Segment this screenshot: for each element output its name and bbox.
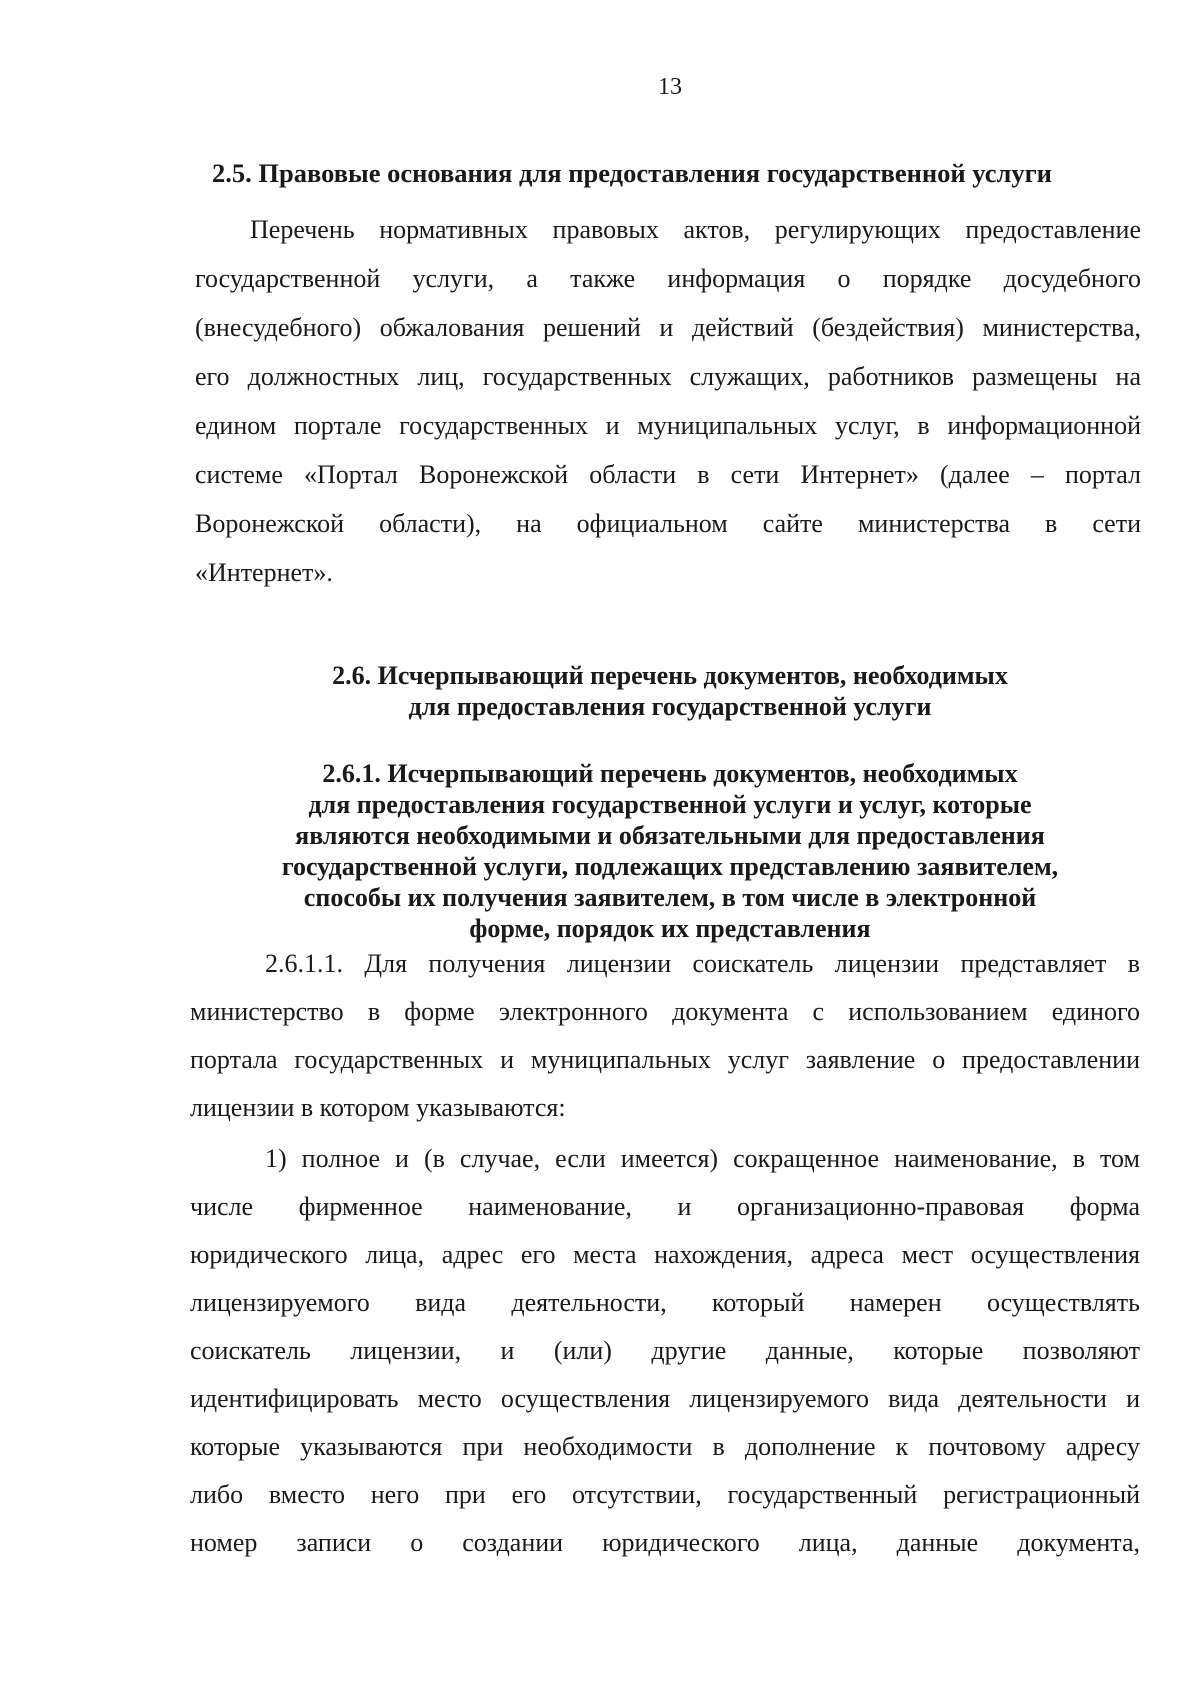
- heading-line: способы их получения заявителем, в том числе в электронной: [303, 883, 1037, 912]
- paragraph-line: министерство в форме электронного документа с использованием единого: [190, 997, 1140, 1026]
- paragraph-line: числе фирменное наименование, и организационно-правовая форма: [190, 1192, 1140, 1221]
- paragraph-line: идентифицировать место осуществления лицензируемого вида деятельности и: [190, 1384, 1140, 1413]
- heading-line: 2.6. Исчерпывающий перечень документов, необходимых: [332, 661, 1008, 690]
- paragraph-line: 1) полное и (в случае, если имеется) сокращенное наименование, в том: [265, 1144, 1140, 1173]
- paragraph-line: Воронежской области), на официальном сайте министерства в сети: [195, 509, 1141, 538]
- section-2-6-title: [190, 660, 1150, 722]
- paragraph-line: юридического лица, адрес его места нахождения, адреса мест осуществления: [190, 1240, 1140, 1269]
- heading-line: для предоставления государственной услуги: [408, 692, 932, 721]
- section-2-5-paragraph: [195, 205, 1141, 597]
- section-2-5-title: 2.5. Правовые основания для предоставления государственной услуги: [212, 158, 1052, 188]
- heading-line: для предоставления государственной услуги и услуг, которые: [308, 790, 1032, 819]
- paragraph-line: 2.6.1.1. Для получения лицензии соискатель лицензии представляет в: [265, 949, 1140, 978]
- paragraph-line: едином портале государственных и муниципальных услуг, в информационной: [195, 411, 1141, 440]
- paragraph-line: либо вместо него при его отсутствии, государственный регистрационный: [190, 1480, 1140, 1509]
- paragraph-line: соискатель лицензии, и (или) другие данные, которые позволяют: [190, 1336, 1140, 1365]
- section-2-6-1-1-paragraph: [190, 940, 1140, 1132]
- paragraph-line: «Интернет».: [195, 558, 333, 587]
- paragraph-line: Перечень нормативных правовых актов, регулирующих предоставление: [250, 215, 1141, 244]
- paragraph-line: лицензируемого вида деятельности, который намерен осуществлять: [190, 1288, 1140, 1317]
- paragraph-line: номер записи о создании юридического лица, данные документа,: [190, 1528, 1140, 1557]
- heading-line: 2.6.1. Исчерпывающий перечень документов, необходимых: [322, 759, 1018, 788]
- paragraph-line: государственной услуги, а также информация о порядке досудебного: [195, 264, 1141, 293]
- paragraph-line: портала государственных и муниципальных услуг заявление о предоставлении: [190, 1045, 1140, 1074]
- paragraph-line: системе «Портал Воронежской области в сети Интернет» (далее – портал: [195, 460, 1141, 489]
- heading-line: форме, порядок их представления: [469, 914, 871, 943]
- paragraph-line: его должностных лиц, государственных служащих, работников размещены на: [195, 362, 1141, 391]
- section-2-6-1-title: [190, 758, 1150, 944]
- list-item-1-paragraph: [190, 1135, 1140, 1567]
- page-number: 13: [658, 74, 682, 100]
- paragraph-line: которые указываются при необходимости в дополнение к почтовому адресу: [190, 1432, 1140, 1461]
- heading-line: являются необходимыми и обязательными для предоставления: [295, 821, 1045, 850]
- paragraph-line: лицензии в котором указываются:: [190, 1093, 566, 1122]
- heading-line: государственной услуги, подлежащих представлению заявителем,: [281, 852, 1059, 881]
- paragraph-line: (внесудебного) обжалования решений и действий (бездействия) министерства,: [195, 313, 1141, 342]
